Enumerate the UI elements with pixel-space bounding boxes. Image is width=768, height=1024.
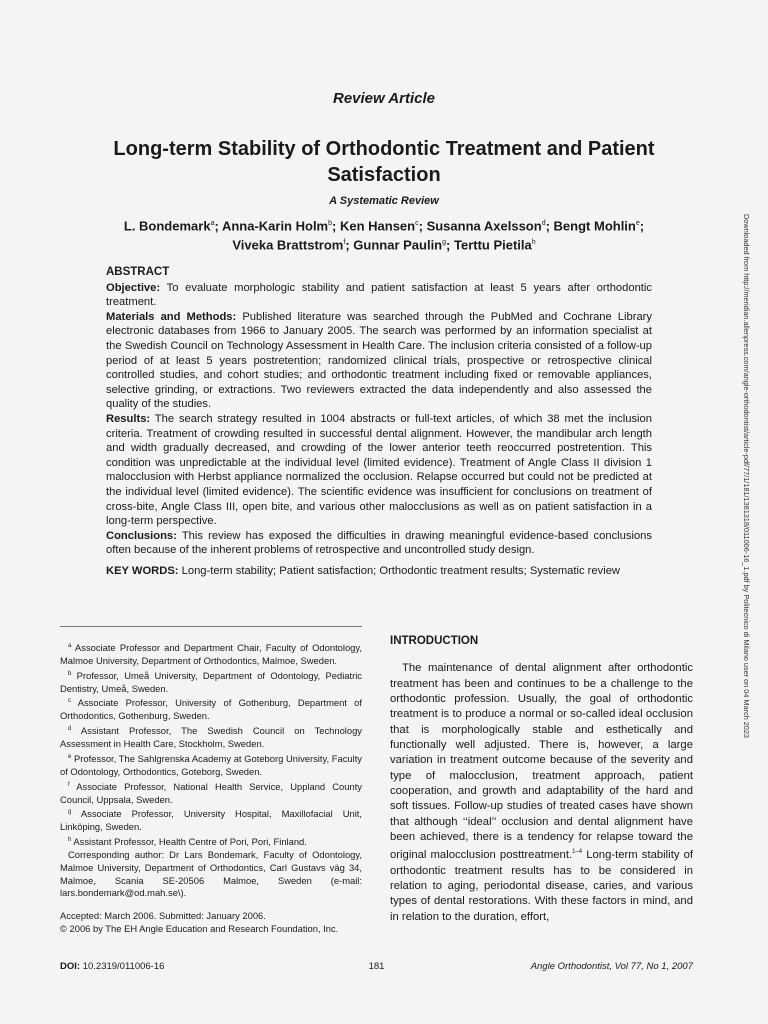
section-label: Conclusions: — [106, 529, 177, 542]
affiliation-footnote — [60, 695, 362, 723]
affiliation-footnote — [60, 723, 362, 751]
footnote-text: Associate Professor, University Hospital, Maxillofacial Unit, Linköping, Sweden. — [60, 808, 362, 833]
copyright: © 2006 by The EH Angle Education and Research Foundation, Inc. — [60, 922, 339, 934]
section-text: To evaluate morphologic stability and patient satisfaction at least 5 years after orthodontic treatment. — [106, 281, 652, 309]
keywords — [106, 564, 652, 579]
footnote-text: Associate Professor, National Health Service, Uppland County Council, Uppsala, Sweden. — [60, 780, 362, 805]
author-affiliation-mark: g — [442, 239, 447, 247]
author-affiliation-mark: c — [415, 220, 419, 227]
author-name: Terttu Pietila — [453, 237, 532, 253]
footnote-mark: h — [68, 837, 72, 844]
footnote-text: Associate Professor, University of Gothenburg, Department of Orthodontics, Gothenburg, Sweden. — [60, 697, 362, 722]
author-affiliation-mark: d — [541, 220, 546, 227]
affiliation-footnote — [60, 834, 362, 849]
keywords-text: Long-term stability; Patient satisfaction; Orthodontic treatment results; Systematic review — [178, 564, 620, 577]
footnote-list — [60, 640, 362, 849]
footnote-text: Professor, Umeå University, Department of Odontology, Pediatric Dentistry, Umeå, Sweden. — [60, 669, 362, 694]
author-name: Ken Hansen — [339, 218, 416, 234]
download-note — [742, 214, 751, 779]
footnote-mark: e — [68, 753, 72, 760]
section-label: Results: — [106, 412, 151, 425]
footnote-mark: c — [68, 698, 71, 705]
footnote-divider — [60, 626, 362, 627]
article-type: Review Article — [333, 90, 435, 107]
keywords-label: KEY WORDS: — [106, 564, 179, 577]
section-text: Published literature was searched through the PubMed and Cochrane Library electronic databases from 1966 to January 2005. The search was performed by an information specialist at the Swedish Council on Technology Assessment in Health Care. The inclusion criteria consisted of a follow-up period of at least 5 years postretention; randomized clinical trials, prospective or retrospective clinical controlled studies, and cohort studies; and orthodontic treatment including fixed or removable appliances, selective grinding, or extractions. Two reviewers extracted the data independently and also assessed the quality of the studies. — [106, 310, 653, 411]
abstract-objective — [106, 281, 652, 310]
author-affiliation-mark: a — [210, 220, 215, 227]
author-name: Susanna Axelsson — [426, 218, 542, 234]
abstract-conclusions — [106, 529, 652, 558]
affiliation-footnote — [60, 640, 362, 668]
intro-text-continued: Long-term stability of orthodontic treatment results has to be considered in relation to aging, periodontal disease, caries, and various types of dental restorations. With these factors in mind, and in relation to the duration, effort, — [390, 849, 693, 923]
author-name: Gunnar Paulin — [353, 237, 443, 253]
article-subtitle: A Systematic Review — [329, 195, 439, 207]
footnote-text: Assistant Professor, Health Centre of Pori, Pori, Finland. — [71, 836, 307, 848]
doi-label: DOI: — [60, 961, 81, 972]
corresponding-author: Corresponding author: Dr Lars Bondemark, Faculty of Odontology, Malmoe University, Department of Orthodontics, Carl Gustavs väg 34, Malmoe, Scania SE-20506 Malmoe, Sweden (e-mail: lars.bondemark@od.mah.se\). — [60, 848, 362, 899]
author-line-1: L. Bondemark$^a$; Anna-Karin Holm$^b$; Ken Hansen$^c$; Susanna Axelsson$^d$; Bengt Mohlin$^e$; — [123, 218, 645, 234]
abstract — [106, 265, 652, 578]
abstract-methods — [106, 310, 652, 412]
footnote-mark: f — [68, 781, 70, 788]
submission-dates: Accepted: March 2006. Submitted: January 2006. — [60, 910, 266, 922]
author-name: Viveka Brattstrom — [232, 237, 344, 253]
author-affiliation-mark: e — [635, 220, 640, 227]
author-line-2: Viveka Brattstrom$^f$; Gunnar Paulin$^g$; Terttu Pietila$^h$ — [232, 237, 536, 253]
footnote-text: Professor, The Sahlgrenska Academy at Goteborg University, Faculty of Odontology, Orthodontics, Goteborg, Sweden. — [60, 753, 362, 777]
author-list — [74, 215, 694, 254]
doi-value: 10.2319/011006-16 — [80, 961, 165, 972]
affiliation-footnote — [60, 779, 362, 807]
author-name: L. Bondemark — [123, 218, 211, 234]
introduction-paragraph — [390, 661, 693, 925]
footnote-mark: a — [68, 643, 72, 649]
footnote-mark: g — [68, 809, 72, 816]
intro-text: The maintenance of dental alignment after orthodontic treatment has been and continues to be a challenge to the orthodontic profession. Usually, the goal of orthodontic treatment is to produce a normal or so-called ideal occlusion that is morphologically stable and esthetically and functionally well adjusted. There is, however, a large variation in treatment outcome because of the severity and type of malocclusion, treatment approach, patient cooperation, and growth and adaptability of the hard and soft tissues. Follow-up studies of treated cases have shown that although ‘‘ideal’’ occlusion and dental alignment have been achieved, there is a tendency for relapse toward the original malocclusion posttreatment. — [390, 662, 693, 862]
author-affiliation-mark: f — [343, 239, 346, 247]
footnote-mark: d — [68, 726, 72, 733]
section-text: The search strategy resulted in 1004 abstracts or full-text articles, of which 38 met the inclusion criteria. Treatment of crowding resulted in successful dental alignment. However, the mandibular arch length and width gradually decreased, and crowding of the lower anterior teeth reoccurred postretention. This condition was unpredictable at the individual level (limited evidence). Treatment of Angle Class II division 1 malocclusion with Herbst appliance normalized the occlusion. Relapse occurred but could not be predicted at the individual level (limited evidence). The scientific evidence was insufficient for conclusions on treatment of cross-bite, Angle Class III, open bite, and various other malocclusions as well as on patient satisfaction in a long-term perspective. — [106, 412, 652, 528]
introduction-section — [390, 634, 693, 925]
abstract-results — [106, 412, 652, 529]
section-text: This review has exposed the difficulties in drawing meaningful evidence-based conclusions often because of the inherent problems of retrospective and uncontrolled study design. — [106, 529, 652, 557]
download-note-text: Downloaded from http://meridian.allenpress.com/angle-orthodontist/article-pdf/77/1/181/1381318/011006-16_1.pdf by Politecnico di Milano user on 04 March 2023 — [742, 214, 751, 738]
introduction-heading: INTRODUCTION — [390, 635, 479, 647]
section-label: Objective: — [106, 281, 161, 294]
author-affiliation-mark: h — [531, 239, 536, 247]
footnote-mark: b — [68, 670, 72, 677]
footnote-text: Assistant Professor, The Swedish Council on Technology Assessment in Health Care, Stockholm, Sweden. — [60, 725, 362, 750]
article-title: Long-term Stability of Orthodontic Treatment and Patient Satisfaction — [113, 138, 655, 186]
affiliation-footnote — [60, 668, 362, 696]
citation-ref: 1–4 — [572, 849, 583, 856]
author-name: Anna-Karin Holm — [221, 218, 329, 234]
affiliation-footnote — [60, 751, 362, 779]
page-number: 181 — [368, 961, 385, 972]
affiliation-footnotes — [60, 640, 362, 936]
abstract-heading: ABSTRACT — [106, 266, 170, 278]
journal-citation: Angle Orthodontist, Vol 77, No 1, 2007 — [530, 961, 693, 972]
author-name: Bengt Mohlin — [553, 218, 636, 234]
footnote-text: Associate Professor and Department Chair, Faculty of Odontology, Malmoe University, Department of Orthodontics, Malmoe, Sweden. — [60, 642, 362, 666]
author-affiliation-mark: b — [328, 220, 333, 227]
section-label: Materials and Methods: — [106, 310, 237, 323]
affiliation-footnote — [60, 806, 362, 834]
